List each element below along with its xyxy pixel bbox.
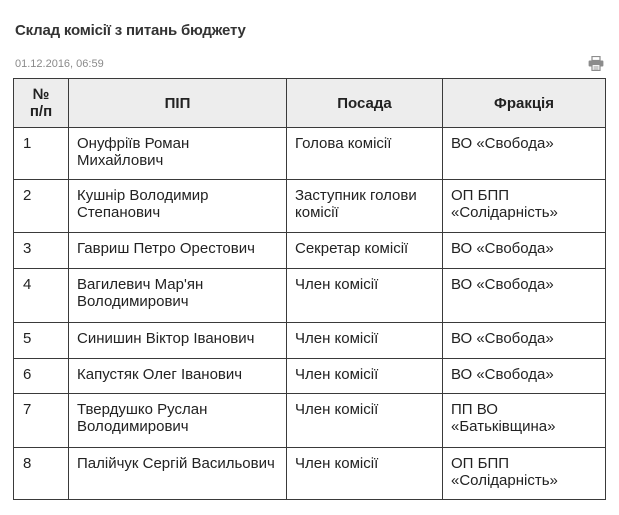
row-name: Онуфріїв Роман Михайлович bbox=[69, 128, 287, 180]
row-number: 8 bbox=[14, 448, 69, 500]
table-row bbox=[14, 128, 606, 180]
publish-date: 01.12.2016, 06:59 bbox=[15, 58, 104, 70]
row-name: Синишин Віктор Іванович bbox=[69, 323, 287, 359]
row-position: Член комісії bbox=[287, 323, 443, 359]
row-faction: ВО «Свобода» bbox=[443, 269, 606, 323]
table-row bbox=[14, 233, 606, 269]
row-name: Капустяк Олег Іванович bbox=[69, 359, 287, 394]
row-name: Твердушко Руслан Володимирович bbox=[69, 394, 287, 448]
page-title: Склад комісії з питань бюджету bbox=[15, 22, 246, 39]
table-row bbox=[14, 323, 606, 359]
header-number: № п/п bbox=[14, 79, 69, 128]
row-position: Голова комісії bbox=[287, 128, 443, 180]
row-faction: ВО «Свобода» bbox=[443, 359, 606, 394]
row-number: 4 bbox=[14, 269, 69, 323]
row-faction: ПП ВО «Батьківщина» bbox=[443, 394, 606, 448]
header-name: ПІП bbox=[69, 79, 287, 128]
row-name: Гавриш Петро Орестович bbox=[69, 233, 287, 269]
row-faction: ВО «Свобода» bbox=[443, 233, 606, 269]
row-position: Секретар комісії bbox=[287, 233, 443, 269]
row-number: 6 bbox=[14, 359, 69, 394]
row-name: Кушнір Володимир Степанович bbox=[69, 180, 287, 233]
row-number: 2 bbox=[14, 180, 69, 233]
row-position: Член комісії bbox=[287, 394, 443, 448]
row-faction: ОП БПП «Солідарність» bbox=[443, 448, 606, 500]
row-name: Вагилевич Мар'ян Володимирович bbox=[69, 269, 287, 323]
table-header-row bbox=[14, 79, 606, 128]
row-faction: ВО «Свобода» bbox=[443, 323, 606, 359]
row-position: Член комісії bbox=[287, 448, 443, 500]
row-number: 7 bbox=[14, 394, 69, 448]
header-faction: Фракція bbox=[443, 79, 606, 128]
row-name: Палійчук Сергій Васильович bbox=[69, 448, 287, 500]
row-number: 5 bbox=[14, 323, 69, 359]
row-number: 1 bbox=[14, 128, 69, 180]
printer-icon[interactable] bbox=[588, 56, 604, 71]
table-row bbox=[14, 269, 606, 323]
table-row bbox=[14, 180, 606, 233]
row-position: Член комісії bbox=[287, 359, 443, 394]
table-row bbox=[14, 359, 606, 394]
committee-members-table bbox=[13, 78, 606, 500]
row-position: Заступник голови комісії bbox=[287, 180, 443, 233]
row-position: Член комісії bbox=[287, 269, 443, 323]
table-row bbox=[14, 394, 606, 448]
row-faction: ВО «Свобода» bbox=[443, 128, 606, 180]
table-row bbox=[14, 448, 606, 500]
row-faction: ОП БПП «Солідарність» bbox=[443, 180, 606, 233]
header-position: Посада bbox=[287, 79, 443, 128]
row-number: 3 bbox=[14, 233, 69, 269]
